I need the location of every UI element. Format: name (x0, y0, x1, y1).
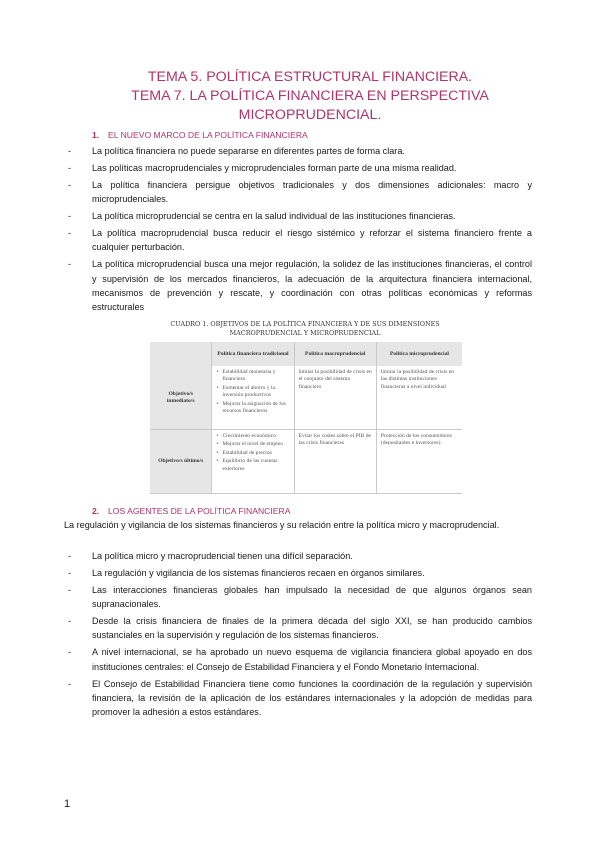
list-item: - La política microprudencial busca una mejor regulación, la solidez de las instituciones financieras, el control y supervisión de los mercados financieros, la adecuación de la arquitectura financiera internacional, mecanismos de prevención y rescate, y coordinación con otras políticas económicas y reformas estructurales (92, 257, 532, 314)
list-item: • Mejorar el nivel de empleo (222, 441, 289, 448)
section-2-heading (92, 506, 290, 516)
cell-macro-ultimate: Evitar los costes sobre el PIB de las crisis financieras (294, 430, 376, 494)
list-item: - A nivel internacional, se ha aprobado un nuevo esquema de vigilancia financiera global apoyado en dos instituciones centrales: el Consejo de Estabilidad Financiera y el Fondo Monetario Internacional. (92, 645, 532, 673)
column-header-traditional: Política financiera tradicional (212, 342, 294, 366)
list-item: - Las interacciones financieras globales han impulsado la necesidad de que algunos órganos sean supranacionales. (92, 583, 532, 611)
list-item: • Mejorar la asignación de los recursos financieros (222, 401, 289, 416)
section-1-title: EL NUEVO MARCO DE LA POLÍTICA FINANCIERA (108, 130, 308, 140)
list-item: - La política micro y macroprudencial tienen una difícil separación. (92, 549, 532, 563)
list-item: • Fomentar el ahorro y la inversión productivos (222, 385, 289, 400)
list-item: - Desde la crisis financiera de finales de la primera década del siglo XXI, se han producido cambios sustanciales en la supervisión y regulación de los sistemas financieros. (92, 614, 532, 642)
list-item: - La política financiera no puede separarse en diferentes partes de forma clara. (92, 144, 532, 158)
cell-traditional-immediate (212, 366, 294, 430)
list-item: - El Consejo de Estabilidad Financiera tiene como funciones la coordinación de la regulación y supervisión financiera, la revisión de la aplicación de los estándares internacionales y la adopción de medidas para promover la adhesión a estos estándares. (92, 677, 532, 720)
page-title (60, 68, 560, 125)
section-1-number: 1. (92, 130, 100, 140)
list-item: • Equilibrio de las cuentas exteriores (222, 458, 289, 473)
table-row (150, 430, 462, 494)
list-item: - La política microprudencial se centra en la salud individual de las instituciones financieras. (92, 209, 532, 223)
column-header-micro: Política microprudencial (376, 342, 462, 366)
list-item: - La política macroprudencial busca reducir el riesgo sistémico y reforzar el sistema financiero frente a cualquier perturbación. (92, 226, 532, 254)
title-line-2: TEMA 7. LA POLÍTICA FINANCIERA EN PERSPECTIVA (131, 88, 489, 104)
cell-micro-ultimate: Protección de los consumidores (depositantes e inversores) (376, 430, 462, 494)
page-number: 1 (64, 798, 71, 810)
section-2-title: LOS AGENTES DE LA POLÍTICA FINANCIERA (108, 506, 291, 516)
objectives-table (150, 342, 462, 494)
list-item: • Estabilidad de precios (222, 450, 289, 457)
section-1-heading (92, 130, 308, 140)
title-line-1: TEMA 5. POLÍTICA ESTRUCTURAL FINANCIERA. (147, 69, 473, 85)
cell-traditional-ultimate (212, 430, 294, 494)
section-1-bullets (92, 144, 532, 317)
cell-micro-immediate: limitar la posibilidad de crisis en las distintas instituciones financieras a nivel individual (376, 366, 462, 430)
figure-caption-line-1: CUADRO 1. OBJETIVOS DE LA POLÍTICA FINANCIERA Y DE SUS DIMENSIONES (170, 320, 440, 328)
list-item: • Estabilidad monetaria y financiera (222, 369, 289, 384)
section-2-intro: La regulación y vigilancia de los sistemas financieros y su relación entre la política micro y macroprudencial. (64, 520, 500, 530)
cell-macro-immediate: limitar la posibilidad de crisis en el conjunto del sistema financiero (294, 366, 376, 430)
row-label-immediate: Objetivo/s inmediato/s (150, 366, 212, 430)
list-item: - La regulación y vigilancia de los sistemas financieros recaen en órganos similares. (92, 566, 532, 580)
section-2-bullets (92, 549, 532, 722)
title-line-3: MICROPRUDENCIAL. (238, 107, 382, 123)
table-corner-cell (150, 342, 212, 366)
section-2-number: 2. (92, 506, 100, 516)
list-item: - Las políticas macroprudenciales y microprudenciales forman parte de una misma realidad. (92, 161, 532, 175)
list-item: - La política financiera persigue objetivos tradicionales y dos dimensiones adicionales: macro y microprudenciales. (92, 178, 532, 206)
column-header-macro: Política macroprudencial (294, 342, 376, 366)
list-item: • Crecimiento económico (222, 433, 289, 440)
figure-caption-line-2: MACROPRUDENCIAL Y MICROPRUDENCIAL (229, 328, 381, 337)
row-label-ultimate: Objetivo/s último/s (150, 430, 212, 494)
table-row (150, 366, 462, 430)
figure-caption (150, 320, 460, 337)
